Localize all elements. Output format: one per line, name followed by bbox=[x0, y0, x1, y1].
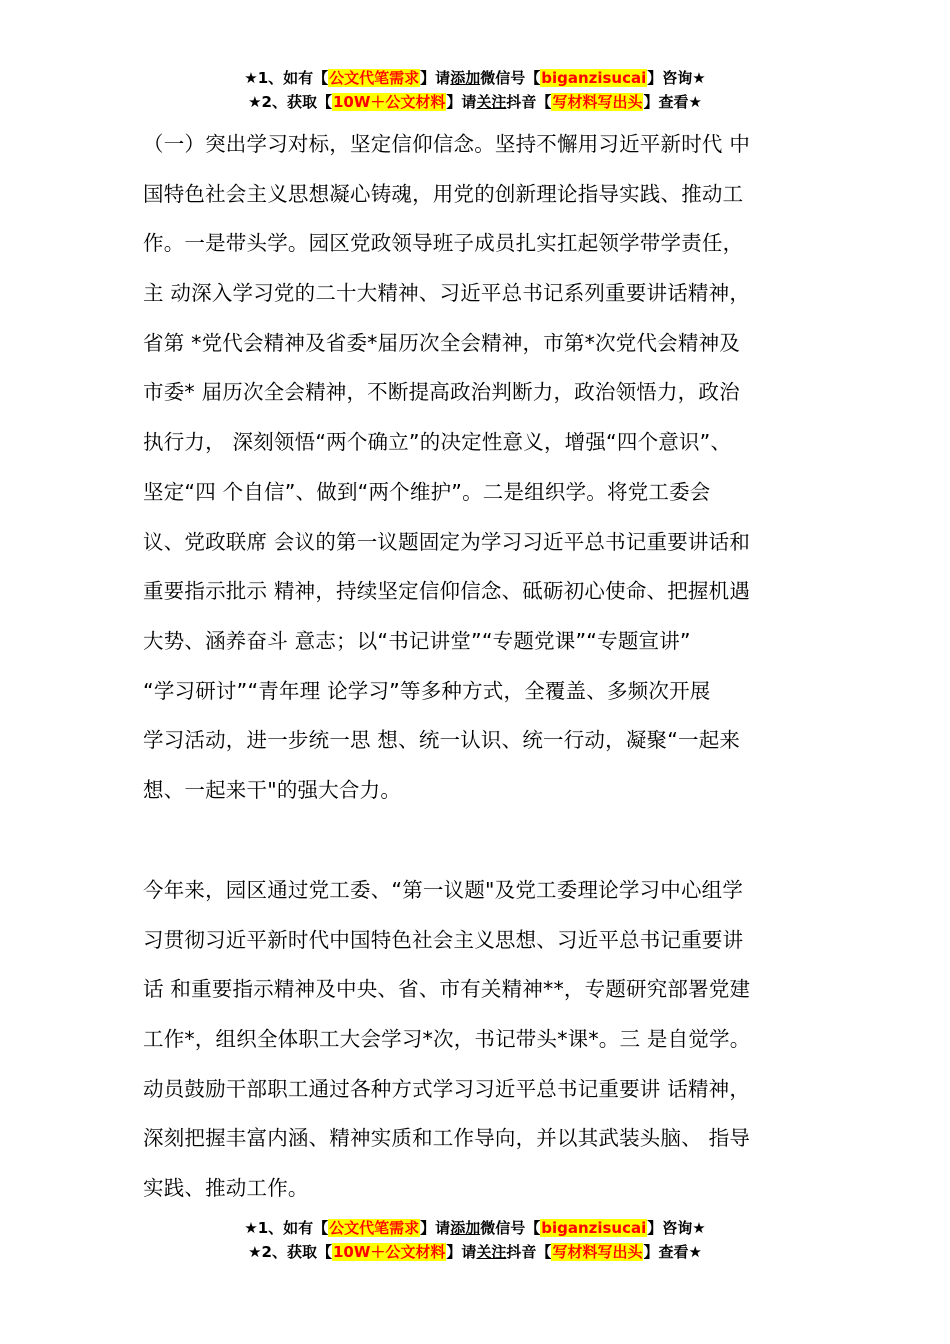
promo-line-1 bbox=[0, 66, 950, 90]
text-line: 动员鼓励干部职工通过各种方式学习习近平总书记重要讲 话精神， bbox=[143, 1076, 751, 1101]
promo-highlight: 10W＋公文材料 bbox=[332, 1243, 446, 1261]
promo-text: 】咨询★ bbox=[647, 1219, 706, 1237]
promo-text: 抖音【 bbox=[506, 1243, 552, 1261]
promo-text: ★2、获取【 bbox=[248, 1243, 332, 1261]
text-line: 省第 *党代会精神及省委*届历次全会精神，市第*次党代会精神及 bbox=[143, 330, 740, 355]
text-line: “学习研讨”“青年理 论学习”等多种方式，全覆盖、多频次开展 bbox=[143, 678, 711, 703]
promo-line-2 bbox=[0, 1240, 950, 1264]
promo-text: ★1、如有【 bbox=[244, 1219, 329, 1237]
promo-highlight: 公文代笔需求 bbox=[329, 1219, 420, 1237]
header-promo-banner bbox=[0, 66, 950, 114]
promo-text: ★2、获取【 bbox=[248, 93, 332, 111]
text-line: 学习活动，进一步统一思 想、统一认识、统一行动，凝聚“一起来 bbox=[143, 728, 741, 753]
promo-highlight: biganzisucai bbox=[541, 1219, 647, 1237]
text-line: 想、一起来干"的强大合力。 bbox=[143, 777, 402, 802]
promo-text: 】请 bbox=[420, 69, 451, 87]
promo-text: 】请 bbox=[446, 93, 477, 111]
text-line: 大势、涵养奋斗 意志；以“书记讲堂”“专题党课”“专题宣讲” bbox=[143, 628, 691, 653]
promo-underlined: 关注 bbox=[476, 1243, 507, 1261]
promo-text: 】请 bbox=[446, 1243, 477, 1261]
text-line: 坚定“四 个自信”、做到“两个维护”。二是组织学。将党工委会 bbox=[143, 479, 711, 504]
footer-promo-banner bbox=[0, 1216, 950, 1264]
promo-line-2 bbox=[0, 90, 950, 114]
promo-highlight: 写材料写出头 bbox=[552, 93, 643, 111]
text-line: 议、党政联席 会议的第一议题固定为学习习近平总书记重要讲话和 bbox=[143, 529, 751, 554]
promo-text: 】请 bbox=[420, 1219, 451, 1237]
promo-text: 】查看★ bbox=[643, 93, 702, 111]
promo-highlight: 写材料写出头 bbox=[552, 1243, 643, 1261]
text-line: 实践、推动工作。 bbox=[143, 1176, 309, 1201]
promo-highlight: 公文代笔需求 bbox=[329, 69, 420, 87]
promo-text: ★1、如有【 bbox=[244, 69, 329, 87]
body-paragraph-2 bbox=[143, 866, 815, 1214]
text-line: 执行力， 深刻领悟“两个确立”的决定性意义，增强“四个意识”、 bbox=[143, 430, 732, 455]
promo-text: 微信号【 bbox=[480, 69, 541, 87]
text-line: 主 动深入学习党的二十大精神、习近平总书记系列重要讲话精神， bbox=[143, 281, 751, 306]
promo-underlined: 添加 bbox=[450, 69, 481, 87]
promo-text: 抖音【 bbox=[506, 93, 552, 111]
text-line: （一）突出学习对标，坚定信仰信念。坚持不懈用习近平新时代 中 bbox=[143, 132, 751, 156]
promo-highlight: biganzisucai bbox=[541, 69, 647, 87]
text-line: 市委* 届历次全会精神，不断提高政治判断力，政治领悟力，政治 bbox=[143, 380, 740, 405]
text-line: 重要指示批示 精神，持续坚定信仰信念、砥砺初心使命、把握机遇 bbox=[143, 579, 751, 604]
text-line: 作。一是带头学。园区党政领导班子成员扎实扛起领学带学责任， bbox=[143, 231, 744, 256]
text-line: 话 和重要指示精神及中央、省、市有关精神**，专题研究部署党建 bbox=[143, 977, 751, 1002]
text-line: 工作*，组织全体职工大会学习*次，书记带头*课*。三 是自觉学。 bbox=[143, 1027, 751, 1052]
promo-text: 】咨询★ bbox=[647, 69, 706, 87]
promo-text: 】查看★ bbox=[643, 1243, 702, 1261]
text-line: 深刻把握丰富内涵、精神实质和工作导向，并以其武装头脑、 指导 bbox=[143, 1126, 751, 1151]
promo-underlined: 添加 bbox=[450, 1219, 481, 1237]
text-line: 习贯彻习近平新时代中国特色社会主义思想、习近平总书记重要讲 bbox=[143, 927, 744, 952]
promo-text: 微信号【 bbox=[480, 1219, 541, 1237]
text-line: 今年来，园区通过党工委、“第一议题"及党工委理论学习中心组学 bbox=[143, 878, 744, 902]
promo-underlined: 关注 bbox=[476, 93, 507, 111]
body-paragraph-1 bbox=[143, 120, 815, 816]
promo-highlight: 10W＋公文材料 bbox=[332, 93, 446, 111]
text-line: 国特色社会主义思想凝心铸魂，用党的创新理论指导实践、推动工 bbox=[143, 181, 744, 206]
promo-line-1 bbox=[0, 1216, 950, 1240]
